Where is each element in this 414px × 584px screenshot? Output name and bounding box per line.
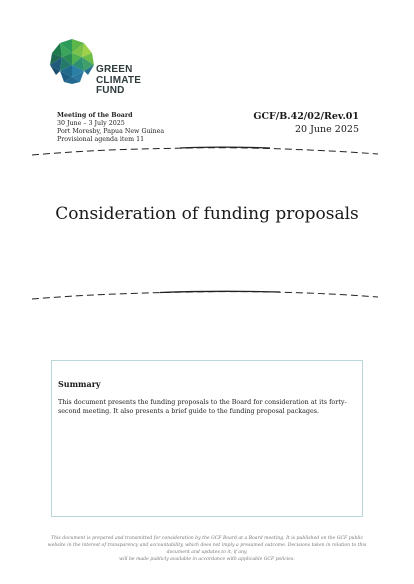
meeting-dates: 30 June – 3 July 2025: [57, 120, 125, 127]
meeting-title: Meeting of the Board: [57, 112, 133, 119]
footer-line-1: This document is prepared and transmitted for consideration by the GCF Board at a Board meeting. It is published on the GCF public: [50, 536, 364, 541]
top-divider-wave: [30, 146, 380, 160]
logo-line-climate: CLIMATE: [96, 74, 142, 86]
summary-text: This document presents the funding proposals to the Board for consideration at its forty-second meeting. It also presents a brief guide to the funding proposal packages.: [58, 398, 347, 415]
footer-disclaimer: [40, 535, 374, 563]
meeting-agenda: Provisional agenda item 11: [57, 136, 145, 143]
gcf-logo: [48, 37, 168, 99]
globe-logo-icon: [48, 37, 96, 85]
document-date: 20 June 2025: [295, 124, 359, 135]
bottom-divider-wave: [30, 288, 380, 302]
document-code: GCF/B.42/02/Rev.01: [253, 111, 359, 122]
logo-line-green: GREEN: [96, 64, 133, 75]
summary-heading: Summary: [58, 379, 101, 389]
meeting-info: [57, 112, 217, 144]
logo-line-fund: FUND: [96, 85, 125, 96]
document-reference: [209, 110, 359, 136]
summary-box: [51, 360, 363, 517]
document-title: Consideration of funding proposals: [55, 204, 359, 224]
footer-line-3: will be made publicly available in accordance with applicable GCF policies.: [119, 557, 295, 562]
meeting-location: Port Moresby, Papua New Guinea: [57, 128, 165, 135]
logo-wordmark: [96, 65, 141, 97]
footer-line-2: website in the interest of transparency and accountability, which does not imply a presumed outcome. Decisions taken in relation to this document and updates to it, if any,: [47, 543, 367, 555]
